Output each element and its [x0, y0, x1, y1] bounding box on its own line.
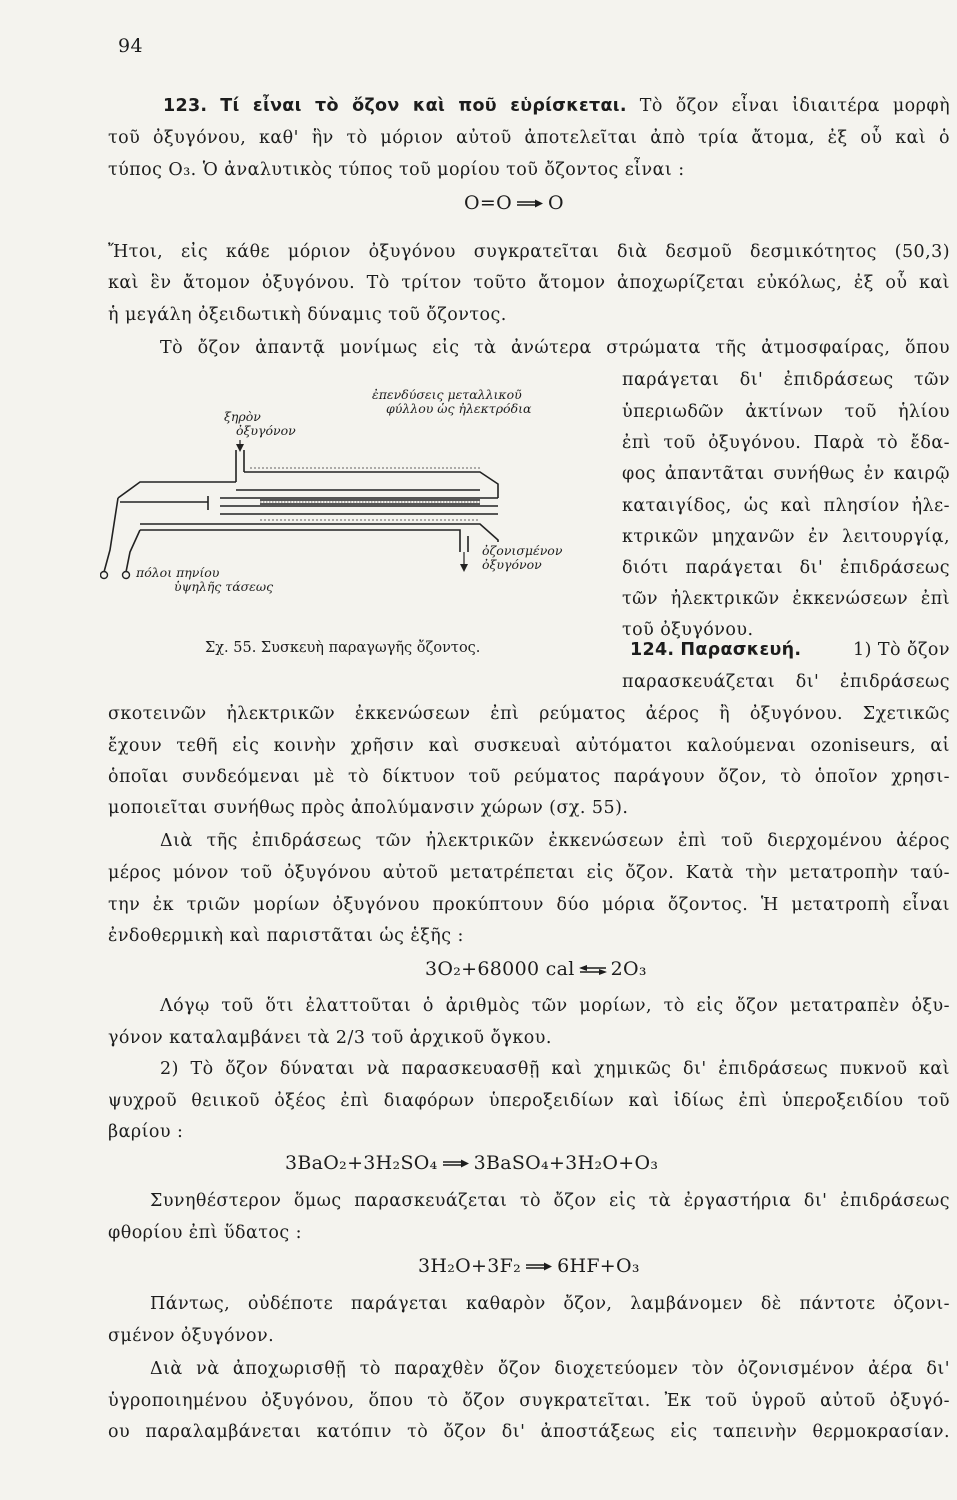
right-column-line: καταιγίδος, ὡς καὶ πλησίον ἠλε- [622, 496, 950, 516]
equation-3-left: 3H₂O+3F₂ [418, 1255, 522, 1277]
section-124-line: ὁποῖαι συνδεόμεναι μὲ τὸ δίκτυον τοῦ ρεύματος παράγουν ὄζον, τὸ ὁποῖον χρησι- [108, 767, 950, 787]
right-column-line: φος ἀπαντᾶται συνήθως ἐν καιρῷ [622, 464, 950, 484]
section-124-line: Συνηθέστερον ὅμως παρασκευάζεται τὸ ὄζον εἰς τὰ ἐργαστήρια δι' ἐπιδράσεως [150, 1191, 950, 1211]
section-124-title: Παρασκευή. [680, 640, 802, 660]
equation-1-left: 3O₂+68000 cal [425, 958, 575, 980]
label-metal-foil-line1: ἐπενδύσεις μεταλλικοῦ [372, 387, 522, 402]
equation-3-right: 6HF+O₃ [557, 1255, 640, 1277]
section-124-line: σκοτεινῶν ἠλεκτρικῶν ἐκκενώσεων ἐπὶ ρεύματος ἀέρος ἢ ὀξυγόνου. Σχετικῶς [108, 704, 950, 724]
section-123-line3: τύπος O₃. Ὁ ἀναλυτικὸς τύπος τοῦ μορίου τοῦ ὄζοντος εἶναι : [108, 160, 685, 180]
label-coil-poles [136, 566, 273, 594]
equilibrium-arrow-icon [579, 965, 607, 975]
equation-2-right: 3BaSO₄+3H₂O+O₃ [473, 1152, 659, 1174]
right-column-line: παράγεται δι' ἐπιδράσεως τῶν [622, 370, 950, 390]
section-124-heading-line [630, 638, 950, 662]
reaction-arrow-icon [525, 1262, 553, 1272]
section-124-line: ἔχουν τεθῆ εἰς κοινὴν χρῆσιν καὶ συσκευαὶ αὐτόματοι καλούμεναι ozoniseurs, αἱ [108, 736, 950, 756]
label-dry-oxygen-line2: ὀξυγόνον [236, 423, 296, 438]
label-ozonized-line2: ὀξυγόνον [482, 557, 542, 572]
right-column-line: τοῦ ὀξυγόνου. [622, 620, 754, 640]
section-124-line: 2) Τὸ ὄζον δύναται νὰ παρασκευασθῇ καὶ χημικῶς δι' ἐπιδράσεως πυκνοῦ καὶ [160, 1059, 950, 1079]
section-123-line2: τοῦ ὀξυγόνου, καθ' ἣν τὸ μόριον αὐτοῦ ἀποτελεῖται ἀπὸ τρία ἄτομα, ἐξ οὗ καὶ ὁ [108, 128, 950, 148]
section-124-line: φθορίου ἐπὶ ὕδατος : [108, 1223, 302, 1243]
right-column-line: ὑπεριωδῶν ἀκτίνων τοῦ ἡλίου [622, 402, 950, 422]
section-124-line: μέρος μόνον τοῦ ὀξυγόνου αὐτοῦ μετατρέπεται εἰς ὄζον. Κατὰ τὴν μετατροπὴν ταύ- [108, 863, 950, 883]
section-124-line: Λόγῳ τοῦ ὅτι ἐλαττοῦται ὁ ἀριθμὸς τῶν μορίων, τὸ εἰς ὄζον μετατραπὲν ὀξυ- [160, 996, 950, 1016]
right-column-line: τῶν ἠλεκτρικῶν ἐκκενώσεων ἐπὶ [622, 589, 950, 609]
section-124-line: σμένον ὀξυγόνον. [108, 1326, 275, 1346]
section-123-p3-line1: Τὸ ὄζον ἀπαντᾷ μονίμως εἰς τὰ ἀνώτερα στρώματα τῆς ἀτμοσφαίρας, ὅπου [160, 338, 950, 358]
section-123-line1-text: Τὸ ὄζον εἶναι ἰδιαιτέρα μορφὴ [639, 96, 950, 116]
section-124-right-line2: παρασκευάζεται δι' ἐπιδράσεως [622, 672, 950, 692]
section-123-number: 123. [163, 96, 208, 116]
section-123-p2-line3: ἡ μεγάλη ὀξειδωτικὴ δύναμις τοῦ ὄζοντος. [108, 305, 507, 325]
equation-oxygen-to-ozone [425, 956, 647, 982]
section-124-line: Διὰ τῆς ἐπιδράσεως τῶν ἠλεκτρικῶν ἐκκενώσεων ἐπὶ τοῦ διερχομένου ἀέρος [160, 831, 950, 851]
section-123-p2-line1: Ἤτοι, εἰς κάθε μόριον ὀξυγόνου συγκρατεῖται διὰ δεσμοῦ δεσμικότητος (50,3) [108, 242, 950, 262]
label-coil-poles-line2: ὑψηλῆς τάσεως [174, 579, 274, 594]
equation-1-right: 2O₃ [610, 958, 647, 980]
formula-oxygen-pair: O=O [464, 192, 512, 214]
section-124-line: Διὰ νὰ ἀποχωρισθῇ τὸ παραχθὲν ὄζον διοχετεύομεν τὸν ὀζονισμένον ἀέρα δι' [150, 1359, 950, 1379]
reaction-arrow-icon [442, 1159, 470, 1169]
right-column-line: διότι παράγεται δι' ἐπιδράσεως [622, 558, 950, 578]
label-coil-poles-line1: πόλοι πηνίου [136, 565, 220, 580]
label-ozonized-line1: ὀζονισμένον [482, 543, 563, 558]
section-124-line: ψυχροῦ θειικοῦ ὀξέος ἐπὶ διαφόρων ὑπεροξειδίων καὶ ἰδίως ἐπὶ ὑπεροξειδίου τοῦ [108, 1091, 950, 1111]
section-123-title: Τί εἶναι τὸ ὄζον καὶ ποῦ εὑρίσκεται. [220, 96, 627, 116]
section-124-line: ὑγροποιημένου ὀξυγόνου, ὅπου τὸ ὄζον συγκρατεῖται. Ἐκ τοῦ ὑγροῦ αὐτοῦ ὀξυγό- [108, 1391, 950, 1411]
label-metal-foil-line2: φύλλου ὡς ἠλεκτρόδια [386, 401, 532, 416]
label-metal-foil-electrodes [372, 388, 531, 416]
right-column-line: ἐπὶ τοῦ ὀξυγόνου. Παρὰ τὸ ἔδα- [622, 433, 950, 453]
section-123-heading-line [163, 94, 950, 118]
section-124-line: μοποιεῖται συνήθως πρὸς ἀπολύμανσιν χώρων (σχ. 55). [108, 798, 629, 818]
section-124-line: βαρίου : [108, 1122, 184, 1142]
equation-2-left: 3BaO₂+3H₂SO₄ [285, 1152, 438, 1174]
section-124-first-text: 1) Τὸ ὄζον [853, 640, 950, 660]
section-124-line: ἐνδοθερμικὴ καὶ παριστᾶται ὡς ἑξῆς : [108, 926, 464, 946]
label-dry-oxygen [224, 410, 296, 438]
section-123-p2-line2: καὶ ἓν ἄτομον ὀξυγόνου. Τὸ τρίτον τοῦτο ἄτομον ἀποχωρίζεται εὐκόλως, ἐξ οὗ καὶ [108, 273, 950, 293]
section-124-line: ου παραλαμβάνεται κατόπιν τὸ ὄζον δι' ἀποστάξεως εἰς ταπεινὴν θερμοκρασίαν. [108, 1422, 950, 1442]
coordinate-bond-arrow-icon [516, 199, 544, 209]
label-ozonized-oxygen [482, 544, 562, 572]
section-124-line: Πάντως, οὐδέποτε παράγεται καθαρὸν ὄζον, λαμβάνομεν δὲ πάντοτε ὀζονι- [150, 1294, 950, 1314]
figure-caption: Σχ. 55. Συσκευὴ παραγωγῆς ὄζοντος. [205, 640, 481, 656]
page-number: 94 [118, 35, 144, 57]
section-124-number: 124. [630, 640, 675, 660]
ozone-structural-formula [464, 190, 564, 216]
equation-fluorine-water [418, 1253, 640, 1279]
right-column-line: κτρικῶν μηχανῶν ἐν λειτουργίᾳ, [622, 527, 950, 547]
equation-barium-peroxide [285, 1150, 658, 1176]
label-dry-oxygen-line1: ξηρὸν [224, 409, 261, 424]
section-124-line: γόνον καταλαμβάνει τὰ 2/3 τοῦ ἀρχικοῦ ὄγκου. [108, 1028, 552, 1048]
section-124-line: την ἐκ τριῶν μορίων ὀξυγόνου προκύπτουν δύο μόρια ὄζοντος. Ἡ μετατροπὴ εἶναι [108, 895, 950, 915]
formula-oxygen-atom: O [547, 192, 564, 214]
